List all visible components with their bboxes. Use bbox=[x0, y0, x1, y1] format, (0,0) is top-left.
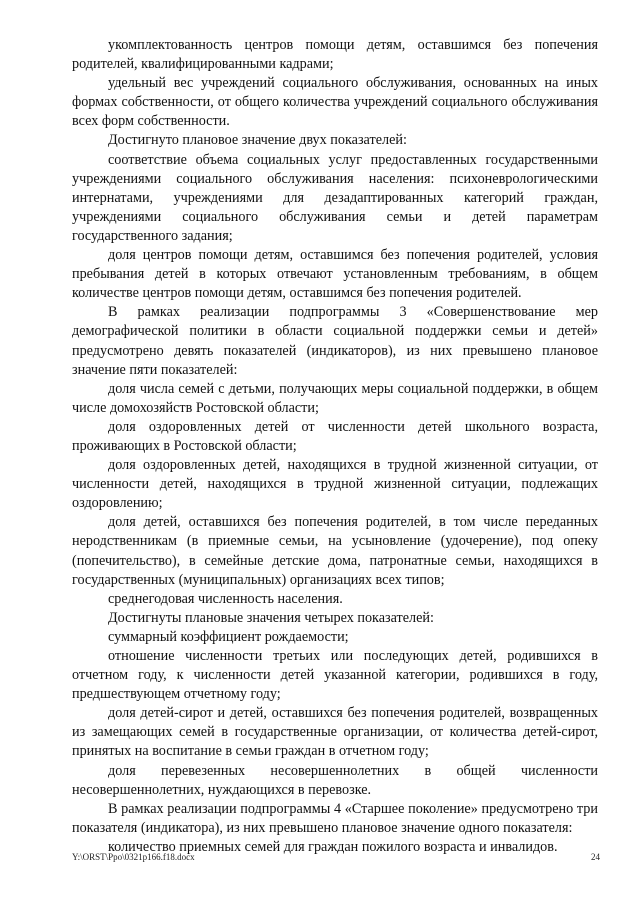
page-number: 24 bbox=[591, 852, 600, 862]
paragraph: среднегодовая численность населения. bbox=[108, 590, 343, 607]
paragraph: суммарный коэффициент рождаемости; bbox=[108, 628, 349, 645]
paragraph: доля детей, оставшихся без попечения родителей, в том числе переданных неродственникам (в приемные семьи, на усыновление (удочерение), под опеку (попечительство), в семейные детские дома, патронатные семьи, находящихся в государственных (муниципальных) организациях всех типов; bbox=[72, 514, 598, 588]
paragraph: соответствие объема социальных услуг предоставленных государственными учреждениями социального обслуживания населения: психоневрологическими интернатами, учреждениями для дезадаптированных категорий граждан, учреждениями социального обслуживания семьи и детей параметрам государственного задания; bbox=[72, 151, 598, 244]
paragraph: отношение численности третьих или последующих детей, родившихся в отчетном году, к численности детей указанной категории, родившихся в году, предшествующем отчетному году; bbox=[72, 648, 598, 703]
paragraph: доля числа семей с детьми, получающих меры социальной поддержки, в общем числе домохозяйств Ростовской области; bbox=[72, 380, 598, 416]
paragraph: удельный вес учреждений социального обслуживания, основанных на иных формах собственности, от общего количества учреждений социального обслуживания всех форм собственности. bbox=[72, 75, 598, 130]
paragraph: доля центров помощи детям, оставшимся без попечения родителей, условия пребывания детей в которых отвечают установленным требованиям, в общем количестве центров помощи детям, оставшимся без попечения родителей. bbox=[72, 247, 598, 302]
paragraph: доля перевезенных несовершеннолетних в общей численности несовершеннолетних, нуждающихся в перевозке. bbox=[72, 762, 598, 798]
paragraph: Достигнуто плановое значение двух показателей: bbox=[108, 132, 407, 149]
paragraph: В рамках реализации подпрограммы 4 «Старшее поколение» предусмотрено три показателя (индикатора), из них превышено плановое значение одного показателя: bbox=[72, 800, 598, 836]
paragraph: доля оздоровленных детей от численности детей школьного возраста, проживающих в Ростовской области; bbox=[72, 418, 598, 454]
paragraph: В рамках реализации подпрограммы 3 «Совершенствование мер демографической политики в области социальной поддержки семьи и детей» предусмотрено девять показателей (индикаторов), из них превышено плановое значение пяти показателей: bbox=[72, 304, 598, 378]
footer-file-path: Y:\ORST\Ppo\0321p166.f18.docx bbox=[72, 852, 195, 862]
paragraph: укомплектованность центров помощи детям, оставшимся без попечения родителей, квалифицированными кадрами; bbox=[72, 37, 598, 73]
paragraph: количество приемных семей для граждан пожилого возраста и инвалидов. bbox=[108, 838, 558, 855]
paragraph: доля детей-сирот и детей, оставшихся без попечения родителей, возвращенных из замещающих семей в государственные организации, от количества детей-сирот, принятых на воспитание в семьи граждан в отчетном году; bbox=[72, 705, 598, 760]
paragraph: доля оздоровленных детей, находящихся в трудной жизненной ситуации, от численности детей, находящихся в трудной жизненной ситуации, подлежащих оздоровлению; bbox=[72, 457, 598, 512]
document-body bbox=[72, 36, 598, 857]
paragraph: Достигнуты плановые значения четырех показателей: bbox=[108, 609, 434, 626]
